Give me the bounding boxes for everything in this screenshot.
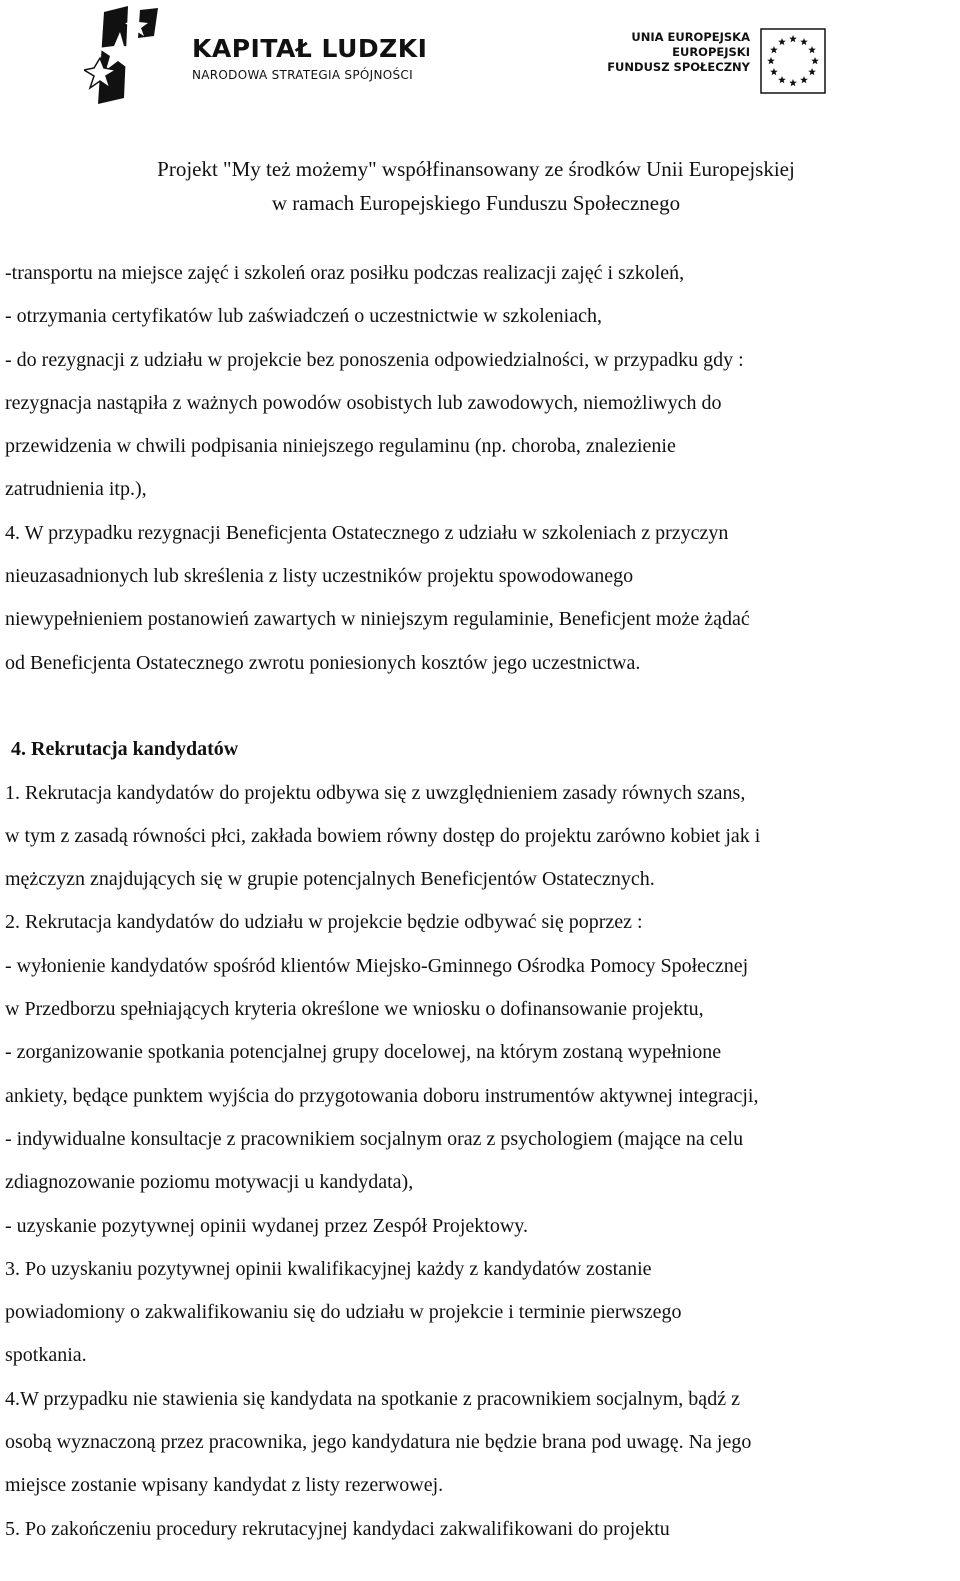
text-line: zdiagnozowanie poziomu motywacji u kandydata), [5,1171,414,1194]
eu-stars-flag-icon [760,28,826,94]
text-line: w tym z zasadą równości płci, zakłada bowiem równy dostęp do projektu zarówno kobiet jak i [5,824,761,847]
text-line: 3. Po uzyskaniu pozytywnej opinii kwalifikacyjnej każdy z kandydatów zostanie [5,1257,652,1280]
blank-line [5,685,953,728]
text-line: powiadomiony o zakwalifikowaniu się do udziału w projekcie i terminie pierwszego [5,1301,682,1324]
eu-logo-text [588,30,750,75]
text-line: - otrzymania certyfikatów lub zaświadczeń o uczestnictwie w szkoleniach, [5,305,602,328]
text-line: nieuzasadnionych lub skreślenia z listy uczestników projektu spowodowanego [5,565,634,588]
text-line: miejsce zostanie wpisany kandydat z listy rezerwowej. [5,1474,444,1497]
kapital-ludzki-logo [84,6,464,106]
text-line: 2. Rekrutacja kandydatów do udziału w projekcie będzie odbywać się poprzez : [5,911,643,934]
text-line: od Beneficjenta Ostatecznego zwrotu poniesionych kosztów jego uczestnictwa. [5,651,641,674]
text-line: 1. Rekrutacja kandydatów do projektu odbywa się z uwzględnieniem zasady równych szans, [5,781,746,804]
kapital-ludzki-title: KAPITAŁ LUDZKI [192,34,428,63]
text-line: zatrudnienia itp.), [5,478,147,501]
text-line: - do rezygnacji z udziału w projekcie bez ponoszenia odpowiedzialności, w przypadku gdy : [5,348,744,371]
eu-logo-line2: EUROPEJSKI [672,45,750,59]
kapital-ludzki-subtitle: NARODOWA STRATEGIA SPÓJNOŚCI [192,68,413,82]
text-line: ankiety, będące punktem wyjścia do przygotowania doboru instrumentów aktywnej integracji, [5,1084,759,1107]
eu-logo-line3: FUNDUSZ SPOŁECZNY [607,60,750,74]
eu-logo [588,28,888,100]
page-header [0,0,960,110]
text-line: przewidzenia w chwili podpisania niniejszego regulaminu (np. choroba, znalezienie [5,435,676,458]
text-line: spotkania. [5,1344,87,1367]
text-line: - wyłonienie kandydatów spośród klientów Miejsko-Gminnego Ośrodka Pomocy Społecznej [5,954,749,977]
text-line: - indywidualne konsultacje z pracownikiem socjalnym oraz z psychologiem (mające na celu [5,1127,744,1150]
text-line: -transportu na miejsce zajęć i szkoleń oraz posiłku podczas realizacji zajęć i szkoleń, [5,262,685,284]
text-line: 4. W przypadku rezygnacji Beneficjenta Ostatecznego z udziału w szkoleniach z przyczyn [5,521,729,544]
project-heading [0,152,952,220]
project-heading-line2: w ramach Europejskiego Funduszu Społecznego [271,191,681,215]
text-line: - uzyskanie pozytywnej opinii wydanej przez Zespół Projektowy. [5,1214,529,1237]
text-line: 4.W przypadku nie stawienia się kandydata na spotkanie z pracownikiem socjalnym, bądź z [5,1387,740,1410]
document-body [5,252,953,1551]
text-line: w Przedborzu spełniających kryteria określone we wniosku o dofinansowanie projektu, [5,998,704,1021]
kapital-ludzki-emblem-icon [84,6,194,106]
text-line: rezygnacja nastąpiła z ważnych powodów osobistych lub zawodowych, niemożliwych do [5,391,722,414]
eu-logo-line1: UNIA EUROPEJSKA [631,30,750,44]
text-line: osobą wyznaczoną przez pracownika, jego kandydatura nie będzie brana pod uwagę. Na jego [5,1431,752,1454]
section-heading: 4. Rekrutacja kandydatów [11,738,239,761]
text-line: 5. Po zakończeniu procedury rekrutacyjnej kandydaci zakwalifikowani do projektu [5,1517,670,1540]
project-heading-line1: Projekt "My też możemy" współfinansowany ze środków Unii Europejskiej [157,157,795,181]
text-line: - zorganizowanie spotkania potencjalnej grupy docelowej, na którym zostaną wypełnione [5,1041,722,1064]
text-line: niewypełnieniem postanowień zawartych w niniejszym regulaminie, Beneficjent może żądać [5,608,750,631]
text-line: mężczyzn znajdujących się w grupie potencjalnych Beneficjentów Ostatecznych. [5,868,655,891]
